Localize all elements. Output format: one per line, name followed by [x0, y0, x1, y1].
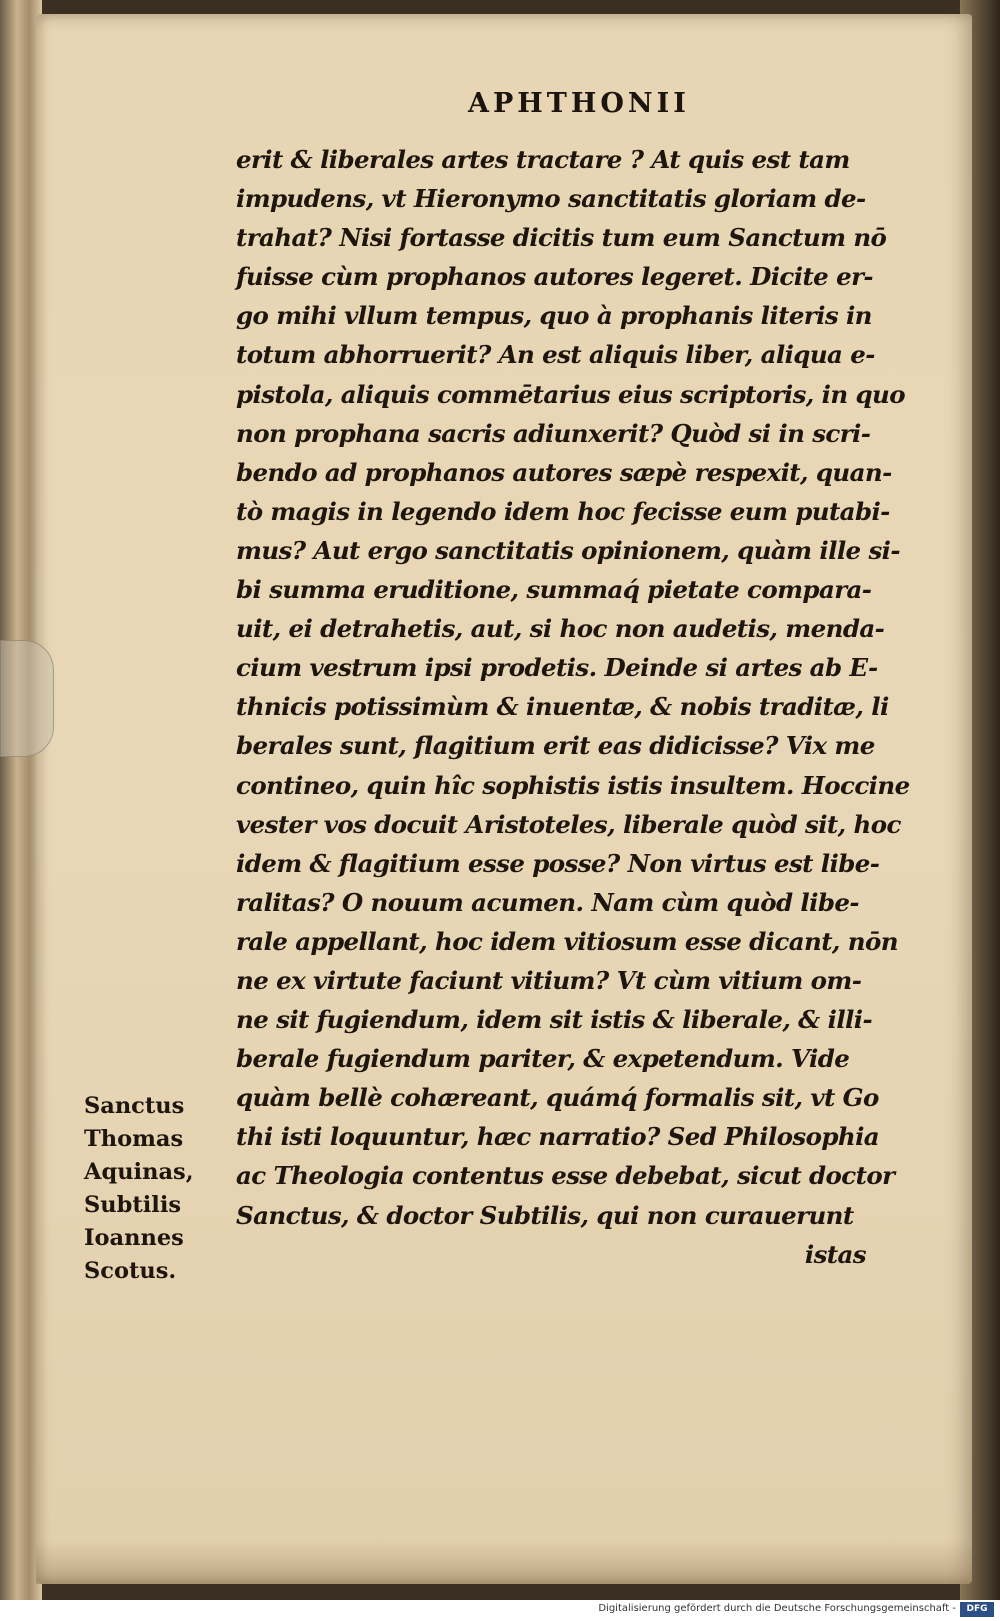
- text-line: uit, ei detrahetis, aut, si hoc non audetis, menda-: [236, 614, 885, 644]
- marginal-note-line: Scotus.: [84, 1258, 177, 1284]
- text-line: ac Theologia contentus esse debebat, sicut doctor: [236, 1161, 895, 1191]
- text-line: trahat? Nisi fortasse dicitis tum eum Sanctum nō: [236, 223, 887, 253]
- text-line: berale fugiendum pariter, & expetendum. Vide: [236, 1044, 850, 1074]
- text-line: ne sit fugiendum, idem sit istis & liberale, & illi-: [236, 1005, 873, 1035]
- text-line: go mihi vllum tempus, quo à prophanis literis in: [236, 301, 872, 331]
- text-line: mus? Aut ergo sanctitatis opinionem, quàm ille si-: [236, 535, 900, 565]
- text-line: idem & flagitium esse posse? Non virtus est libe-: [236, 848, 880, 878]
- marginal-note-line: Subtilis: [84, 1192, 182, 1218]
- text-line: tò magis in legendo idem hoc fecisse eum putabi-: [236, 496, 890, 526]
- text-line: bendo ad prophanos autores sæpè respexit, quan-: [236, 457, 892, 487]
- text-line: pistola, aliquis commētarius eius scriptoris, in quo: [236, 379, 905, 409]
- digitization-footer: [0, 1600, 1000, 1621]
- text-line: thnicis potissimùm & inuentæ, & nobis traditæ, li: [236, 692, 889, 722]
- text-line: ralitas? O nouum acumen. Nam cùm quòd libe-: [236, 887, 859, 917]
- text-line: vester vos docuit Aristoteles, liberale quòd sit, hoc: [236, 809, 901, 839]
- text-line: totum abhorruerit? An est aliquis liber, aliqua e-: [236, 340, 875, 370]
- text-line: thi isti loquuntur, hæc narratio? Sed Philosophia: [236, 1122, 880, 1152]
- text-line: erit & liberales artes tractare ? At quis est tam: [236, 145, 850, 174]
- marginal-note-line: Ioannes: [84, 1225, 184, 1251]
- page-clip-tab: [0, 640, 54, 757]
- text-line: quàm bellè cohæreant, quámq́ formalis sit, vt Go: [236, 1083, 879, 1113]
- catchword: istas: [804, 1239, 866, 1269]
- funding-credit: Digitalisierung gefördert durch die Deutsche Forschungsgemeinschaft -: [598, 1603, 956, 1614]
- dfg-logo: DFG: [960, 1602, 994, 1617]
- text-line: fuisse cùm prophanos autores legeret. Dicite er-: [236, 262, 873, 292]
- marginal-note-line: Sanctus: [84, 1093, 185, 1119]
- text-line: non prophana sacris adiunxerit? Quòd si in scri-: [236, 418, 871, 448]
- text-line: cium vestrum ipsi prodetis. Deinde si artes ab E-: [236, 653, 878, 683]
- text-line: ne ex virtute faciunt vitium? Vt cùm vitium om-: [236, 965, 862, 995]
- text-line: bi summa eruditione, summaq́ pietate compara-: [236, 575, 872, 605]
- text-line: rale appellant, hoc idem vitiosum esse dicant, nōn: [236, 926, 898, 956]
- page-bottom-shadow: [36, 1540, 972, 1584]
- body-text: [236, 140, 910, 1274]
- text-line: impudens, vt Hieronymo sanctitatis gloriam de-: [236, 184, 866, 214]
- text-line: contineo, quin hîc sophistis istis insultem. Hoccine: [236, 770, 910, 800]
- marginal-note-line: Aquinas,: [84, 1159, 194, 1185]
- text-line: Sanctus, & doctor Subtilis, qui non curauerunt: [236, 1200, 854, 1230]
- marginal-note-line: Thomas: [84, 1126, 184, 1152]
- marginal-note: [84, 1090, 224, 1288]
- running-head: APHTHONII: [468, 88, 690, 119]
- text-line: berales sunt, flagitium erit eas didicisse? Vix me: [236, 731, 875, 761]
